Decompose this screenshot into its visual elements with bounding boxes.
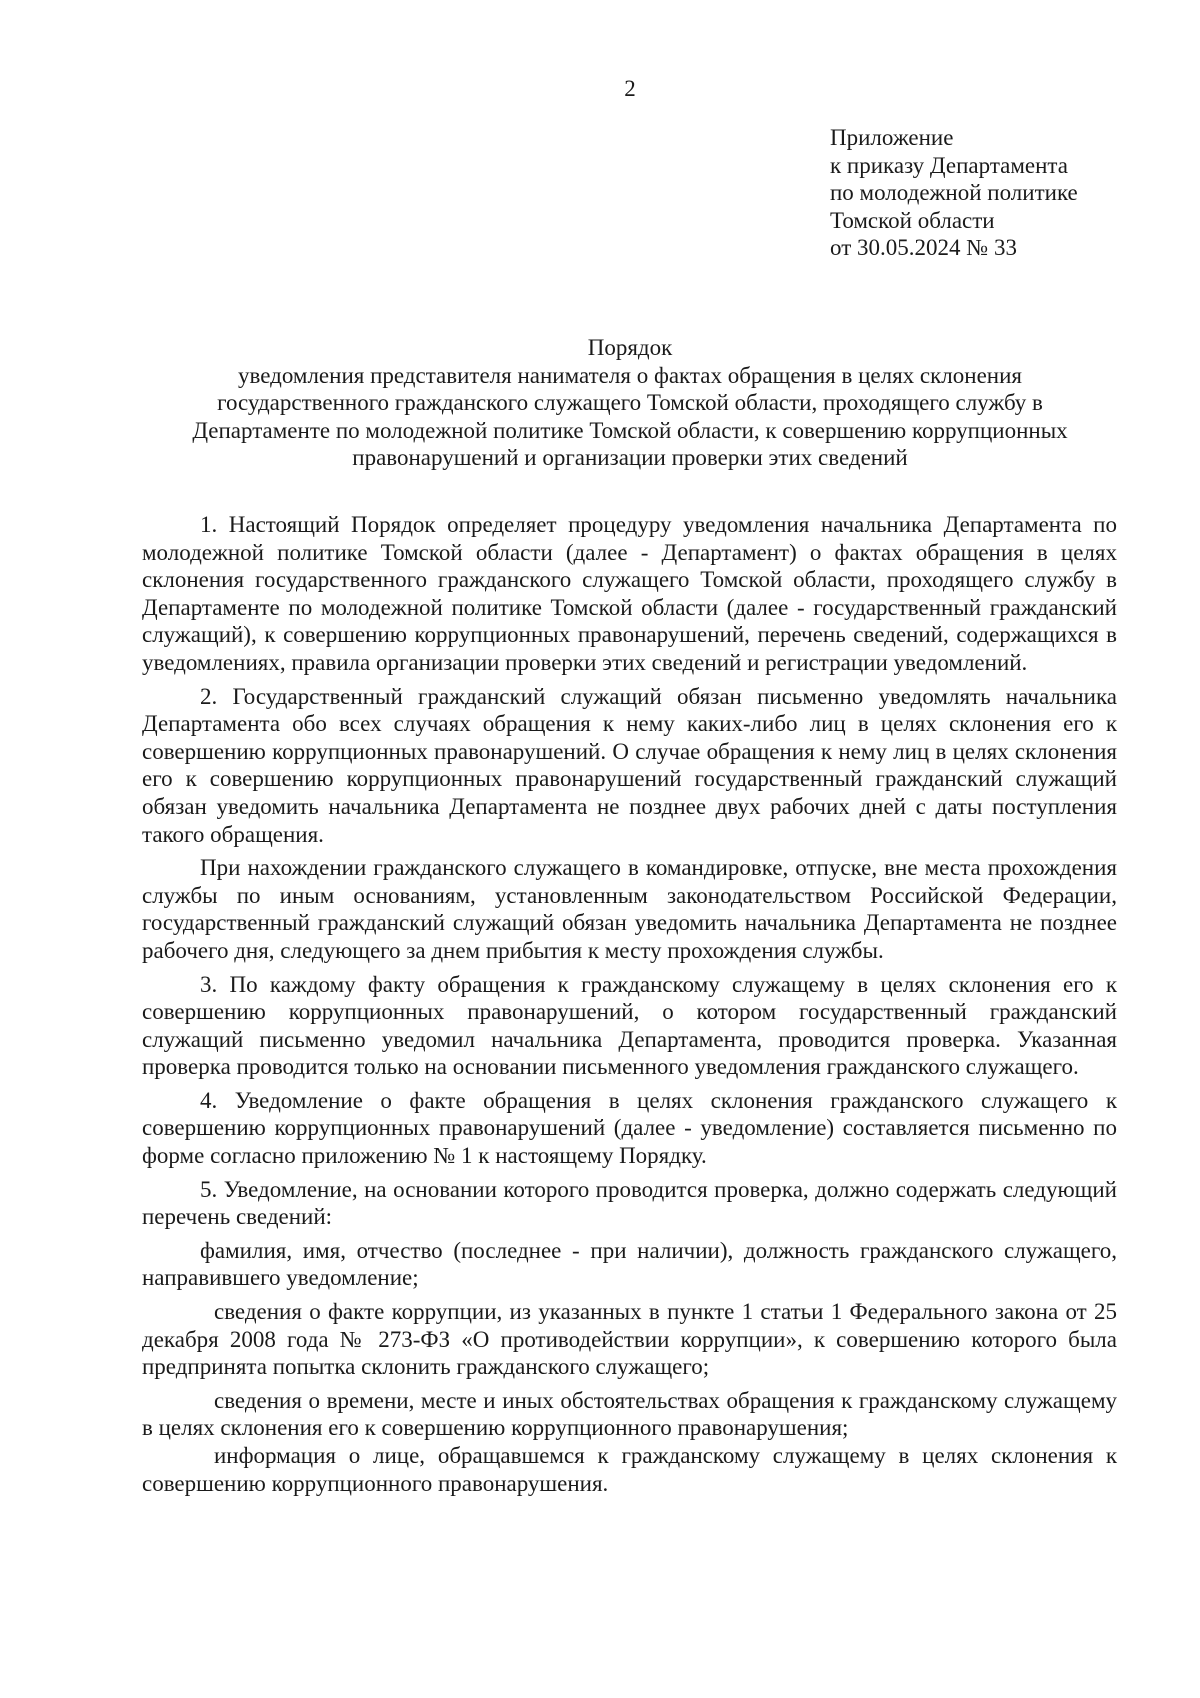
paragraph-3: 3. По каждому факту обращения к гражданскому служащему в целях склонения его к совершению коррупционных правонарушений, о котором государственный гражданский служащий письменно уведомил начальника Департамента, проводится проверка. Указанная проверка проводится только на основании письменного уведомления гражданского служащего.: [142, 971, 1117, 1080]
appendix-line: от 30.05.2024 № 33: [830, 235, 1017, 260]
title-subtitle-line: правонарушений и организации проверки этих сведений: [352, 445, 908, 470]
paragraph-1: 1. Настоящий Порядок определяет процедуру уведомления начальника Департамента по молодежной политике Томской области (далее - Департамент) о фактах обращения в целях склонения государственного гражданского служащего Томской области, проходящего службу в Департаменте по молодежной политике Томской области (далее - государственный гражданский служащий), к совершению коррупционных правонарушений, перечень сведений, содержащихся в уведомлениях, правила организации проверки этих сведений и регистрации уведомлений.: [142, 512, 1117, 675]
title-heading: Порядок: [587, 335, 673, 360]
document-title: [140, 334, 1120, 472]
document-body: [142, 511, 1117, 1497]
appendix-line: Томской области: [830, 207, 995, 233]
appendix-line: Приложение: [830, 125, 954, 150]
appendix-line: по молодежной политике: [830, 180, 1078, 205]
paragraph-2-continued: При нахождении гражданского служащего в командировке, отпуске, вне места прохождения службы по иным основаниям, установленным законодательством Российской Федерации, государственный гражданский служащий обязан уведомить начальника Департамента не позднее рабочего дня, следующего за днем прибытия к месту прохождения службы.: [142, 855, 1117, 963]
list-item-full-name: фамилия, имя, отчество (последнее - при наличии), должность гражданского служащего, направившего уведомление;: [142, 1237, 1117, 1291]
paragraph-4: 4. Уведомление о факте обращения в целях склонения гражданского служащего к совершению коррупционных правонарушений (далее - уведомление) составляется письменно по форме согласно приложению № 1 к настоящему Порядку.: [142, 1087, 1117, 1169]
title-subtitle-line: государственного гражданского служащего Томской области, проходящего службу в: [217, 390, 1043, 415]
paragraph-5: 5. Уведомление, на основании которого проводится проверка, должно содержать следующий перечень сведений:: [142, 1176, 1117, 1230]
appendix-header: [830, 124, 1170, 262]
list-item-corruption-fact: сведения о факте коррупции, из указанных в пункте 1 статьи 1 Федерального закона от 25 декабря 2008 года № 273-ФЗ «О противодействии коррупции», к совершению которого была предпринята попытка склонить гражданского служащего;: [142, 1299, 1117, 1380]
list-item-circumstances: сведения о времени, месте и иных обстоятельствах обращения к гражданскому служащему в целях склонения его к совершению коррупционного правонарушения;: [142, 1387, 1117, 1441]
title-subtitle-line: Департаменте по молодежной политике Томской области, к совершению коррупционных: [192, 417, 1068, 443]
page-number: 2: [624, 76, 636, 101]
appendix-line: к приказу Департамента: [830, 152, 1068, 178]
list-item-person-info: информация о лице, обращавшемся к гражданскому служащему в целях склонения к совершению коррупционного правонарушения.: [142, 1443, 1117, 1496]
paragraph-2: 2. Государственный гражданский служащий обязан письменно уведомлять начальника Департамента обо всех случаях обращения к нему каких-либо лиц в целях склонения его к совершению коррупционных правонарушений. О случае обращения к нему лиц в целях склонения его к совершению коррупционных правонарушений государственный гражданский служащий обязан уведомить начальника Департамента не позднее двух рабочих дней с даты поступления такого обращения.: [142, 683, 1117, 847]
title-subtitle-line: уведомления представителя нанимателя о фактах обращения в целях склонения: [238, 362, 1022, 388]
